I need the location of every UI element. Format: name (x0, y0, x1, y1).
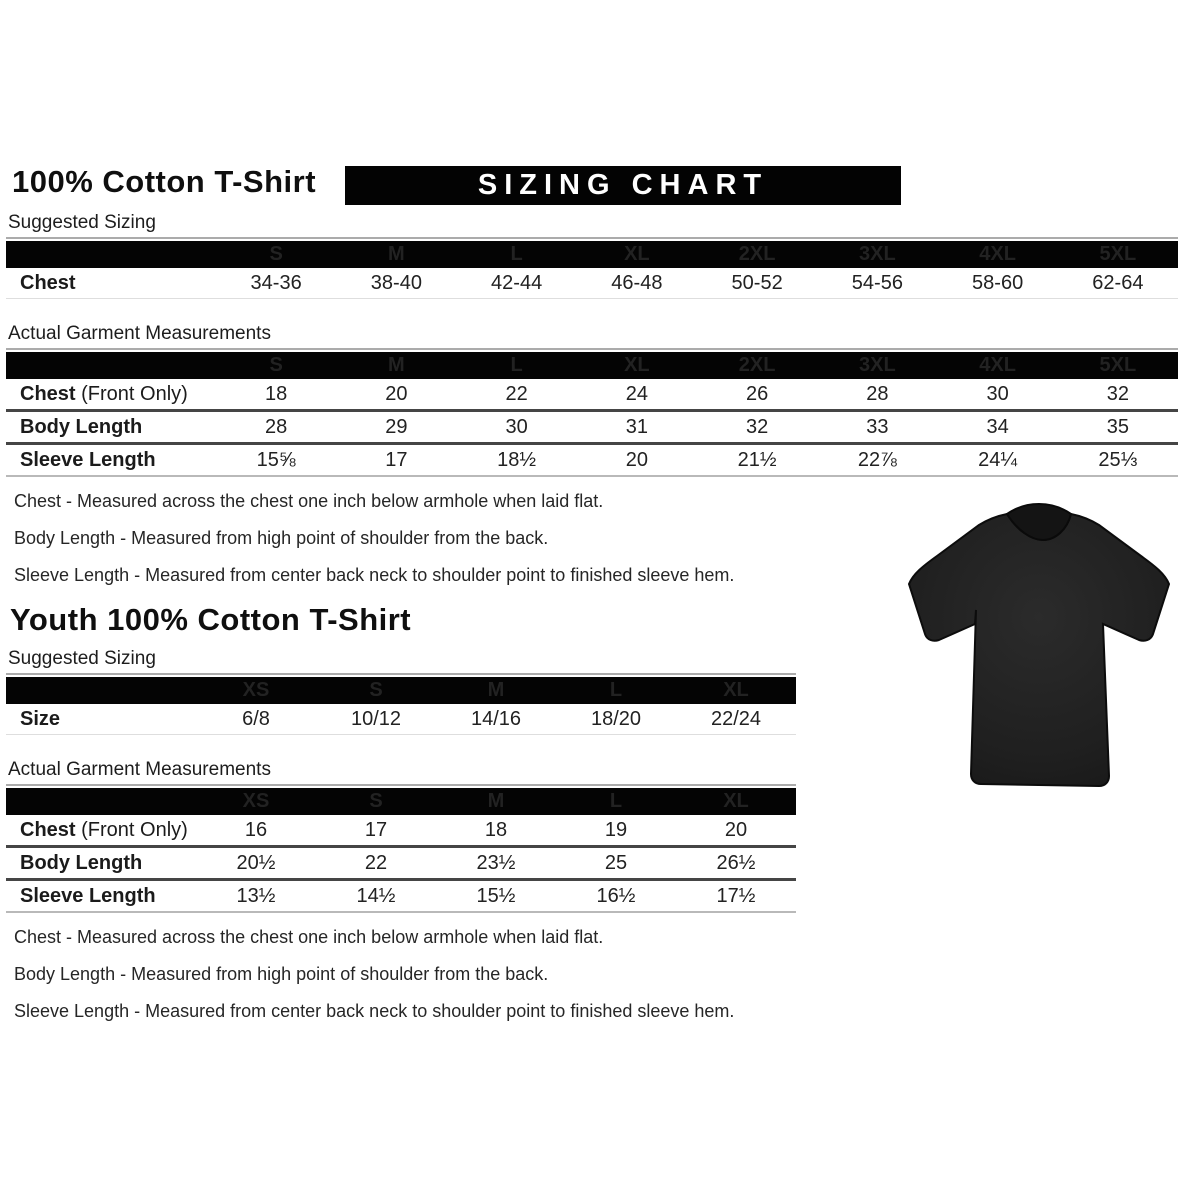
measurement-value: 58-60 (972, 271, 1024, 294)
row-label (6, 885, 196, 908)
row-label (6, 852, 196, 875)
measurement-value: 14½ (356, 884, 396, 907)
measurement-value: 32 (746, 415, 769, 438)
sizing-chart-banner: SIZING CHART (345, 166, 901, 205)
measurement-value: 25⅓ (1098, 448, 1138, 471)
measurement-value: 35 (1106, 415, 1129, 438)
measurement-value: 6/8 (242, 707, 270, 730)
measurement-value: 30 (505, 415, 528, 438)
adult-suggested-header-row (6, 241, 1178, 268)
measurement-value: 20 (385, 382, 408, 405)
measurement-value: 24¼ (978, 448, 1018, 471)
measurement-value: 28 (866, 382, 889, 405)
size-col-header: XL (624, 354, 650, 376)
note-sleeve-length: Sleeve Length - Measured from center back neck to shoulder point to finished sleeve hem. (14, 1001, 735, 1021)
measurement-value: 33 (866, 415, 889, 438)
size-col-header: 5XL (1099, 354, 1137, 376)
measurement-value: 16½ (596, 884, 636, 907)
measurement-value: 22 (364, 851, 388, 874)
note-chest: Chest - Measured across the chest one inch below armhole when laid flat. (14, 927, 604, 947)
size-col-header: S (269, 243, 283, 265)
measurement-value: 22 (505, 382, 528, 405)
measurement-value: 18/20 (590, 707, 642, 730)
size-col-header: L (609, 679, 623, 701)
youth-title: Youth 100% Cotton T-Shirt (10, 602, 412, 637)
youth-actual-table (6, 788, 796, 913)
size-col-header: XL (723, 790, 749, 812)
size-col-header: XL (624, 243, 650, 265)
measurement-value: 34 (986, 415, 1009, 438)
measurement-value: 15⅝ (256, 448, 296, 471)
measurement-value: 30 (986, 382, 1009, 405)
size-col-header: 2XL (738, 243, 776, 265)
measurement-value: 15½ (476, 884, 516, 907)
table-row (6, 845, 796, 878)
tshirt-image (878, 478, 1200, 818)
measurement-value: 62-64 (1092, 271, 1144, 294)
size-col-header: S (369, 679, 383, 701)
spacer (6, 299, 1178, 323)
measurement-value: 22/24 (710, 707, 762, 730)
measurement-value: 20 (724, 818, 748, 841)
adult-title: 100% Cotton T-Shirt (12, 164, 317, 199)
measurement-value: 28 (265, 415, 288, 438)
measurement-value: 10/12 (350, 707, 402, 730)
row-label-suffix: (Front Only) (75, 382, 188, 405)
row-label-main: Body Length (20, 415, 143, 438)
spacer (6, 735, 796, 759)
measurement-value: 23½ (476, 851, 516, 874)
size-col-header: L (609, 790, 623, 812)
youth-actual-label: Actual Garment Measurements (6, 759, 796, 786)
youth-notes (14, 927, 796, 1022)
size-col-header: 3XL (859, 243, 896, 265)
measurement-value: 18½ (497, 448, 537, 471)
measurement-value: 34-36 (250, 271, 302, 294)
table-row (6, 379, 1178, 409)
table-row (6, 268, 1178, 299)
row-label (6, 449, 216, 472)
measurement-value: 21½ (737, 448, 777, 471)
row-label: Size (20, 707, 61, 730)
row-label-main: Body Length (20, 851, 143, 874)
size-col-header: L (510, 354, 523, 376)
measurement-value: 16 (244, 818, 268, 841)
tshirt-body (909, 514, 1169, 786)
measurement-value: 29 (385, 415, 408, 438)
row-label (6, 416, 216, 439)
table-row (6, 409, 1178, 442)
table-row (6, 704, 796, 735)
measurement-value: 26½ (716, 851, 756, 874)
size-col-header: S (369, 790, 383, 812)
measurement-value: 32 (1106, 382, 1129, 405)
measurement-value: 31 (625, 415, 648, 438)
row-label-suffix: (Front Only) (75, 818, 188, 841)
measurement-value: 25 (604, 851, 628, 874)
note-body-length: Body Length - Measured from high point of shoulder from the back. (14, 528, 549, 548)
note-sleeve-length: Sleeve Length - Measured from center back neck to shoulder point to finished sleeve hem. (14, 565, 735, 585)
table-row (6, 442, 1178, 475)
measurement-value: 38-40 (370, 271, 422, 294)
size-col-header: XL (723, 679, 749, 701)
measurement-value: 20 (625, 448, 648, 471)
measurement-value: 18 (265, 382, 288, 405)
measurement-value: 50-52 (731, 271, 783, 294)
size-col-header: 3XL (859, 354, 896, 376)
measurement-value: 17 (364, 818, 388, 841)
youth-section (6, 602, 796, 1022)
row-label (6, 819, 196, 842)
table-row (6, 815, 796, 845)
adult-actual-label: Actual Garment Measurements (6, 323, 1178, 350)
row-label-main: Sleeve Length (20, 448, 156, 471)
youth-actual-header-row (6, 788, 796, 815)
youth-suggested-label: Suggested Sizing (6, 648, 796, 675)
measurement-value: 18 (484, 818, 508, 841)
size-col-header: 5XL (1099, 243, 1137, 265)
measurement-value: 22⅞ (857, 448, 897, 471)
measurement-value: 13½ (236, 884, 276, 907)
size-col-header: M (487, 790, 505, 812)
size-col-header: L (510, 243, 523, 265)
youth-suggested-header-row (6, 677, 796, 704)
youth-suggested-table (6, 677, 796, 735)
size-col-header: XS (242, 790, 270, 812)
size-col-header: 4XL (979, 243, 1016, 265)
measurement-value: 42-44 (491, 271, 543, 294)
measurement-value: 46-48 (611, 271, 663, 294)
measurement-value: 24 (625, 382, 648, 405)
note-chest: Chest - Measured across the chest one inch below armhole when laid flat. (14, 491, 604, 511)
adult-actual-table (6, 352, 1178, 477)
row-label-main: Chest (20, 382, 76, 405)
measurement-value: 20½ (236, 851, 276, 874)
table-row (6, 878, 796, 911)
row-label: Chest (20, 271, 76, 294)
size-col-header: M (388, 243, 405, 265)
row-label (6, 383, 216, 406)
size-col-header: S (269, 354, 283, 376)
adult-suggested-label: Suggested Sizing (6, 212, 1178, 239)
size-col-header: XS (242, 679, 270, 701)
row-label-main: Sleeve Length (20, 884, 156, 907)
adult-suggested-table (6, 241, 1178, 299)
measurement-value: 26 (746, 382, 769, 405)
measurement-value: 54-56 (851, 271, 903, 294)
size-col-header: M (487, 679, 505, 701)
note-body-length: Body Length - Measured from high point of shoulder from the back. (14, 964, 549, 984)
adult-actual-header-row (6, 352, 1178, 379)
measurement-value: 17 (385, 448, 408, 471)
size-col-header: M (388, 354, 405, 376)
row-label-main: Chest (20, 818, 76, 841)
measurement-value: 19 (604, 818, 628, 841)
size-col-header: 2XL (738, 354, 776, 376)
size-col-header: 4XL (979, 354, 1016, 376)
measurement-value: 17½ (716, 884, 756, 907)
measurement-value: 14/16 (470, 707, 522, 730)
